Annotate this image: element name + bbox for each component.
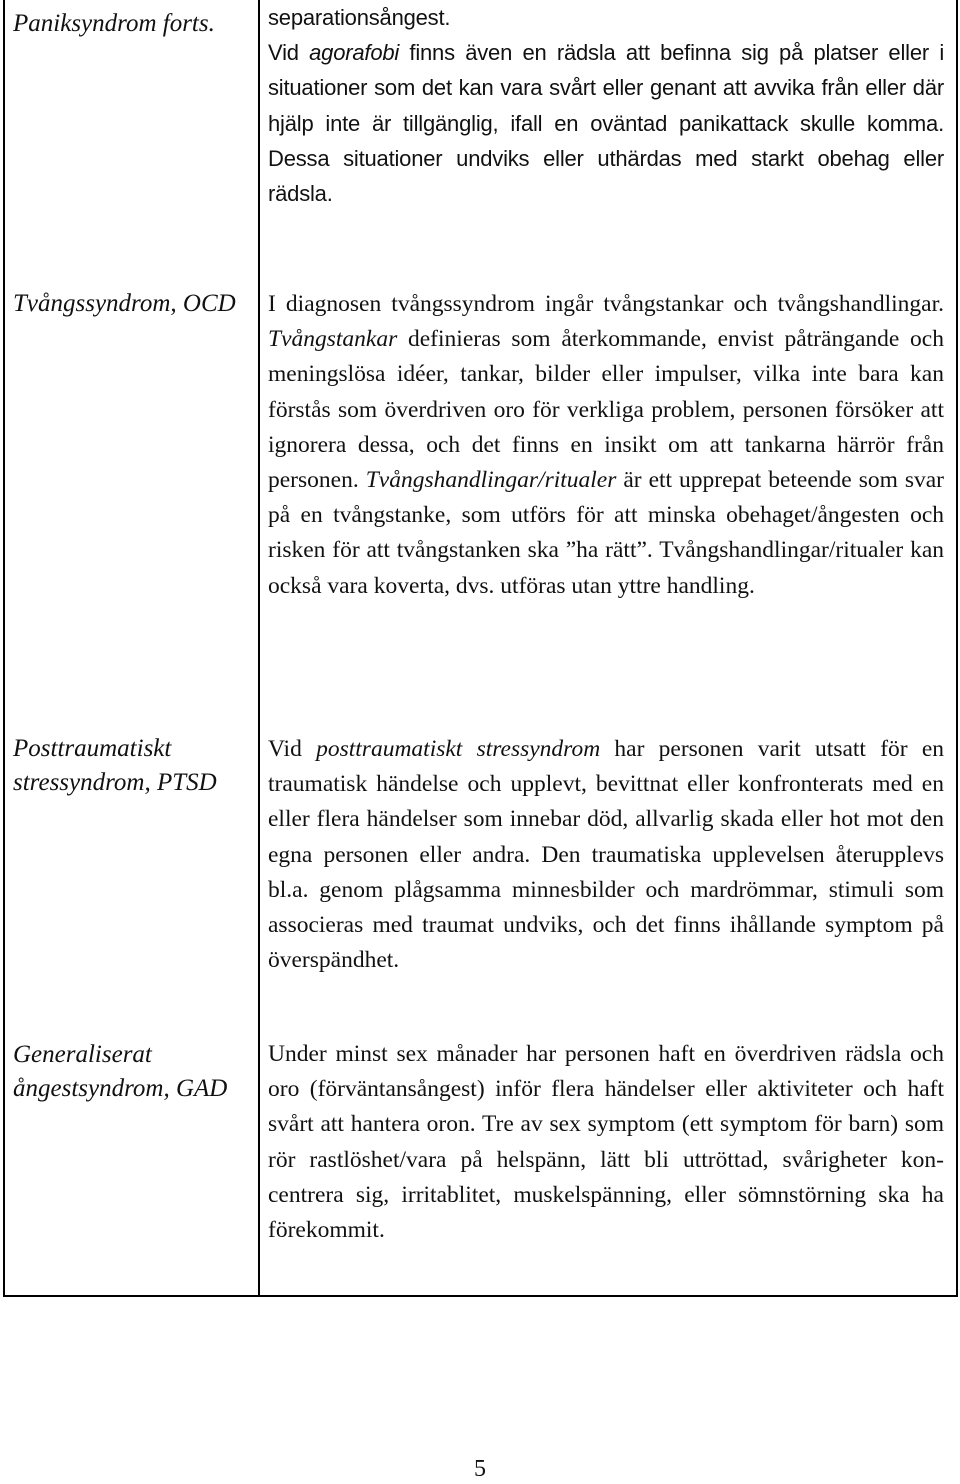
column-divider <box>258 0 260 1295</box>
ptsd-text-b: har personen varit utsatt för en traumatisk händelse och upplevt, bevittnat eller konfronterats med en eller flera händelser som innebar död, allvarlig skada eller hot mot den egna personen eller andra. Den traumatiska upplevelsen återupplevs bl.a. genom plågsamma minnesbilder och mardrömmar, stimuli som associeras med traumat undviks, och det finns ihållande symptom på överspändhet. <box>268 736 945 974</box>
ocd-paragraph <box>268 287 944 604</box>
term-tvangshandlingar: Tvångshandlingar/ritualer <box>365 467 617 494</box>
label-ocd: Tvångssyndrom, OCD <box>13 290 236 317</box>
panic-text-a: Vid <box>268 40 310 66</box>
label-ptsd: Posttraumatiskt stressyndrom, PTSD <box>13 735 217 796</box>
term-agorafobi: agorafobi <box>309 40 400 66</box>
term-tvangstankar: Tvångstankar <box>268 326 398 353</box>
panic-text-b: finns även en rädsla att befinna sig på platser eller i situationer som det kan vara svårt eller genant att avvika från eller där hjälp inte är tillgänglig, ifall en oväntad panikattack skulle komma. <box>268 40 945 136</box>
panic-intro-text: separationsångest. <box>268 5 451 30</box>
panic-continuation <box>268 0 944 211</box>
ocd-text-a: I diagnosen tvångssyndrom ingår tvångstankar och tvångshandlingar. <box>268 291 944 317</box>
panic-text-c: Dessa situationer undviks eller uthärdas med starkt obehag eller rädsla. <box>268 145 944 207</box>
label-paniksyndrom: Paniksyndrom forts. <box>13 10 215 37</box>
page-number: 5 <box>474 1456 486 1482</box>
ocd-text-b: definieras som återkommande, envist påträngande och meningslösa idéer, tankar, bilder eller impulser, vilka inte bara kan förstås som överdriven oro för verkliga problem, personen försöker att ignorera dessa, och det finns en insikt om att tankarna härrör från personen. <box>268 326 944 494</box>
term-ptsd: posttraumatiskt stressyndrom <box>316 736 601 762</box>
label-gad: Generaliserat ångestsyndrom, GAD <box>13 1041 228 1102</box>
ptsd-paragraph <box>268 732 944 978</box>
ocd-text-c: är ett upprepat beteende som svar på en tvångstanke, som utförs för att minska obehaget/ångesten och risken för att tvångstanken ska ”ha rätt”. Tvångshandlingar/ritualer kan också vara koverta, dvs. utföras utan yttre handling. <box>268 467 944 599</box>
gad-paragraph: Under minst sex månader har personen haft en överdriven rädsla och oro (förväntansångest) inför flera händelser eller aktiviteter och haft svårt att hantera oron. Tre av sex symptom (ett symptom för barn) som rör rastlöshet/vara på helspänn, lätt bli uttröttad, svårigheter koncentrera sig, irritablitet, muskelspänning, eller sömnstörning ska ha förekommit. <box>268 1041 944 1244</box>
ptsd-text-a: Vid <box>268 736 317 762</box>
